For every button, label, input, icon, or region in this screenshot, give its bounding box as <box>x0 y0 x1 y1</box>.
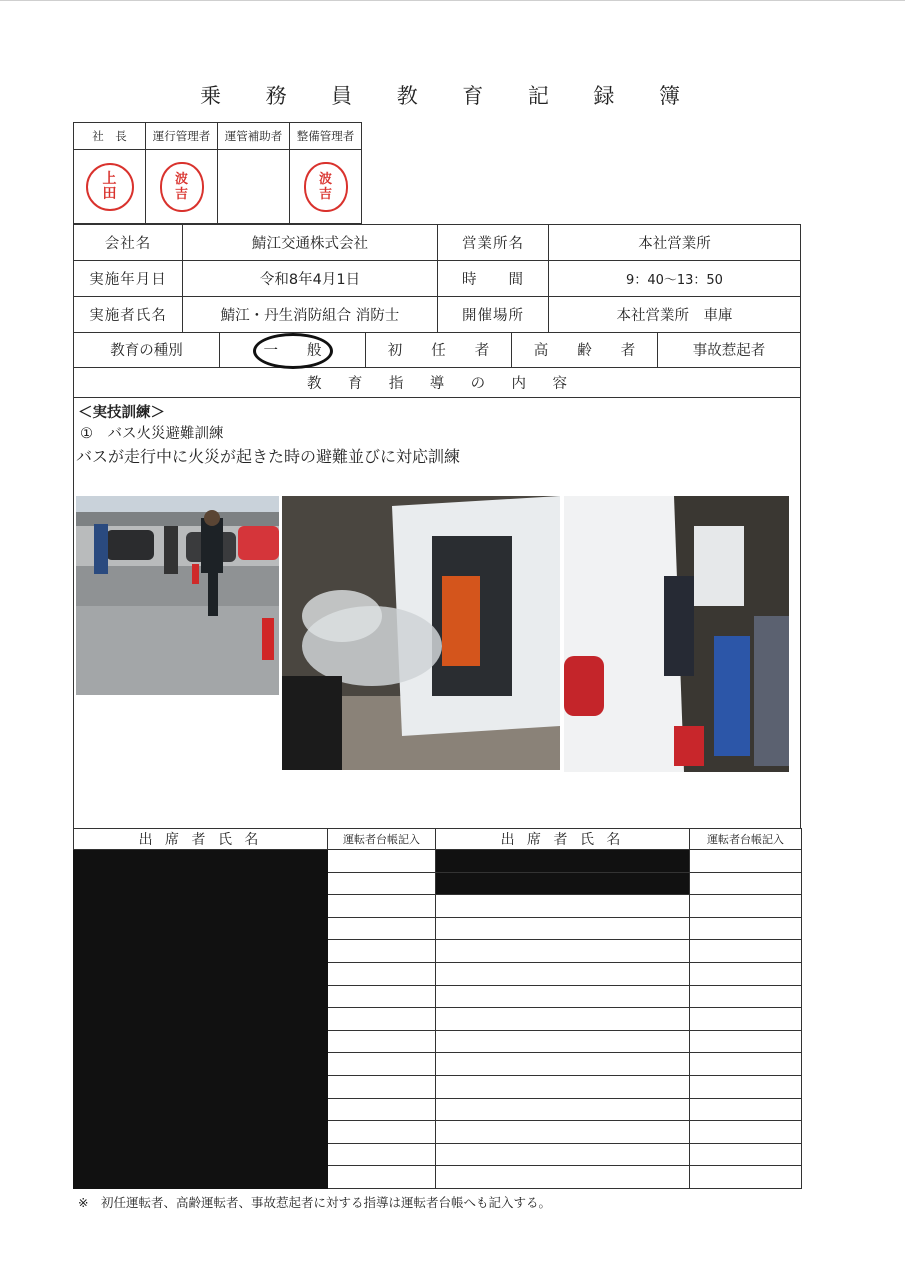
training-description: バスが走行中に火災が起きた時の避難並びに対応訓練 <box>76 447 461 466</box>
ledger-cell-left <box>328 962 436 985</box>
ledger-cell-right <box>690 1008 802 1031</box>
attendee-name-cell-left <box>74 917 328 940</box>
title-char: 記 <box>527 84 549 108</box>
ledger-header-right: 運転者台帳記入 <box>690 829 802 850</box>
seal-stamp-icon: 上 田 <box>86 163 134 211</box>
office-label: 営業所名 <box>438 225 549 261</box>
section-heading: ＜実技訓練＞ <box>78 405 165 421</box>
company-label: 会社名 <box>74 225 183 261</box>
ledger-cell-right <box>690 985 802 1008</box>
attendance-row <box>74 1053 802 1076</box>
office-value: 本社営業所 <box>549 225 801 261</box>
instructor-value: 鯖江・丹生消防組合 消防士 <box>183 297 438 333</box>
ledger-cell-left <box>328 917 436 940</box>
education-type-row <box>73 332 801 368</box>
ledger-cell-right <box>690 850 802 873</box>
title-char: 務 <box>265 84 287 108</box>
seal-cell-president <box>74 150 146 224</box>
attendee-name-cell-left <box>74 940 328 963</box>
ledger-cell-left <box>328 1121 436 1144</box>
attendee-name-cell-right <box>436 850 690 873</box>
attendance-row <box>74 1098 802 1121</box>
attendee-name-cell-left <box>74 1098 328 1121</box>
date-label: 実施年月日 <box>74 261 183 297</box>
ledger-cell-left <box>328 1143 436 1166</box>
footnote: ※ 初任運転者、高齢運転者、事故惹起者に対する指導は運転者台帳へも記入する。 <box>78 1195 551 1210</box>
attendance-row <box>74 940 802 963</box>
ledger-cell-left <box>328 1075 436 1098</box>
attendance-row <box>74 1008 802 1031</box>
ledger-cell-left <box>328 872 436 895</box>
title-char: 簿 <box>658 84 680 108</box>
ledger-cell-right <box>690 1075 802 1098</box>
attendee-name-cell-right <box>436 940 690 963</box>
photo-bus-smoke <box>282 496 560 770</box>
attendee-name-cell-left <box>74 1121 328 1144</box>
attendee-name-cell-right <box>436 1053 690 1076</box>
education-type-option-general: 一 般 <box>220 332 366 367</box>
content-header-char: 容 <box>552 376 567 392</box>
scan-edge <box>0 0 905 1</box>
ledger-cell-left <box>328 940 436 963</box>
time-label: 時 間 <box>438 261 549 297</box>
education-type-label: 教育の種別 <box>74 332 220 367</box>
attendee-name-cell-right <box>436 895 690 918</box>
attendee-name-cell-left <box>74 962 328 985</box>
attendee-name-cell-left <box>74 1008 328 1031</box>
attendance-table <box>73 828 802 1189</box>
attendee-name-cell-right <box>436 1030 690 1053</box>
ledger-cell-right <box>690 940 802 963</box>
venue-value: 本社営業所 車庫 <box>549 297 801 333</box>
attendee-name-cell-right <box>436 1008 690 1031</box>
title-char: 員 <box>331 84 353 108</box>
content-header-char: 育 <box>347 376 363 392</box>
content-header-char: 指 <box>388 376 404 392</box>
ledger-cell-right <box>690 1098 802 1121</box>
ledger-cell-right <box>690 1121 802 1144</box>
attendee-name-header-right: 出 席 者 氏 名 <box>436 829 690 850</box>
content-header-char: 内 <box>511 376 527 392</box>
approval-header-president: 社 長 <box>74 123 146 150</box>
attendee-name-cell-left <box>74 1143 328 1166</box>
photo-bus-evacuation <box>564 496 789 772</box>
ledger-cell-left <box>328 895 436 918</box>
education-type-option-accident: 事故惹起者 <box>692 343 766 359</box>
ledger-cell-right <box>690 917 802 940</box>
title-char: 育 <box>462 84 484 108</box>
ledger-cell-left <box>328 1030 436 1053</box>
content-header <box>73 368 801 398</box>
ledger-cell-left <box>328 1008 436 1031</box>
ledger-cell-left <box>328 1166 436 1189</box>
attendee-name-cell-left <box>74 1075 328 1098</box>
attendance-row <box>74 1121 802 1144</box>
attendance-row <box>74 850 802 873</box>
title-char: 録 <box>593 84 615 108</box>
ledger-cell-left <box>328 1053 436 1076</box>
seal-cell-maintenance-manager <box>290 150 362 224</box>
attendee-name-cell-right <box>436 985 690 1008</box>
attendee-name-cell-right <box>436 1166 690 1189</box>
attendee-name-cell-left <box>74 1030 328 1053</box>
content-header-char: 教 <box>307 376 322 392</box>
title-char: 教 <box>396 84 418 108</box>
attendance-row <box>74 1030 802 1053</box>
attendee-name-cell-right <box>436 962 690 985</box>
ledger-cell-right <box>690 1166 802 1189</box>
ledger-cell-left <box>328 850 436 873</box>
attendance-row <box>74 917 802 940</box>
attendance-row <box>74 1075 802 1098</box>
approval-stamps-table <box>73 122 362 224</box>
ledger-cell-right <box>690 1053 802 1076</box>
attendance-row <box>74 895 802 918</box>
seal-stamp-icon: 波 吉 <box>304 162 348 212</box>
attendee-name-cell-right <box>436 1098 690 1121</box>
venue-label: 開催場所 <box>438 297 549 333</box>
attendee-name-cell-right <box>436 1143 690 1166</box>
attendee-name-cell-left <box>74 895 328 918</box>
attendance-row <box>74 985 802 1008</box>
attendee-name-header-left: 出 席 者 氏 名 <box>74 829 328 850</box>
time-value: 9：40〜13：50 <box>549 261 801 297</box>
seal-cell-assistant <box>218 150 290 224</box>
title-char: 乗 <box>200 84 221 108</box>
attendee-name-cell-left <box>74 1166 328 1189</box>
ledger-cell-right <box>690 872 802 895</box>
ledger-header-left: 運転者台帳記入 <box>328 829 436 850</box>
seal-stamp-icon: 波 吉 <box>160 162 204 212</box>
attendee-name-cell-left <box>74 872 328 895</box>
training-item: ① バス火災避難訓練 <box>80 426 224 442</box>
instructor-label: 実施者氏名 <box>74 297 183 333</box>
approval-header-assistant: 運管補助者 <box>218 123 290 150</box>
approval-header-operation-manager: 運行管理者 <box>146 123 218 150</box>
date-value: 令和8年4月1日 <box>183 261 438 297</box>
photo-outdoor-drill <box>76 496 279 695</box>
attendee-name-cell-right <box>436 1075 690 1098</box>
attendance-row <box>74 872 802 895</box>
attendance-row <box>74 1166 802 1189</box>
ledger-cell-right <box>690 1030 802 1053</box>
ledger-cell-left <box>328 1098 436 1121</box>
attendee-name-cell-right <box>436 872 690 895</box>
ledger-cell-left <box>328 985 436 1008</box>
attendance-row <box>74 962 802 985</box>
content-header-char: の <box>470 376 486 392</box>
attendee-name-cell-left <box>74 985 328 1008</box>
attendance-row <box>74 1143 802 1166</box>
approval-header-maintenance-manager: 整備管理者 <box>290 123 362 150</box>
attendee-name-cell-right <box>436 1121 690 1144</box>
attendee-name-cell-left <box>74 850 328 873</box>
attendee-name-cell-right <box>436 917 690 940</box>
company-value: 鯖江交通株式会社 <box>183 225 438 261</box>
selected-circle-mark <box>253 333 333 369</box>
ledger-cell-right <box>690 962 802 985</box>
attendee-name-cell-left <box>74 1053 328 1076</box>
education-type-option-new: 初 任 者 <box>366 332 512 367</box>
info-table <box>73 224 801 333</box>
ledger-cell-right <box>690 895 802 918</box>
ledger-cell-right <box>690 1143 802 1166</box>
seal-cell-operation-manager <box>146 150 218 224</box>
content-header-char: 導 <box>429 376 445 392</box>
document-title <box>200 80 680 110</box>
education-type-option-elderly: 高 齢 者 <box>512 332 658 367</box>
